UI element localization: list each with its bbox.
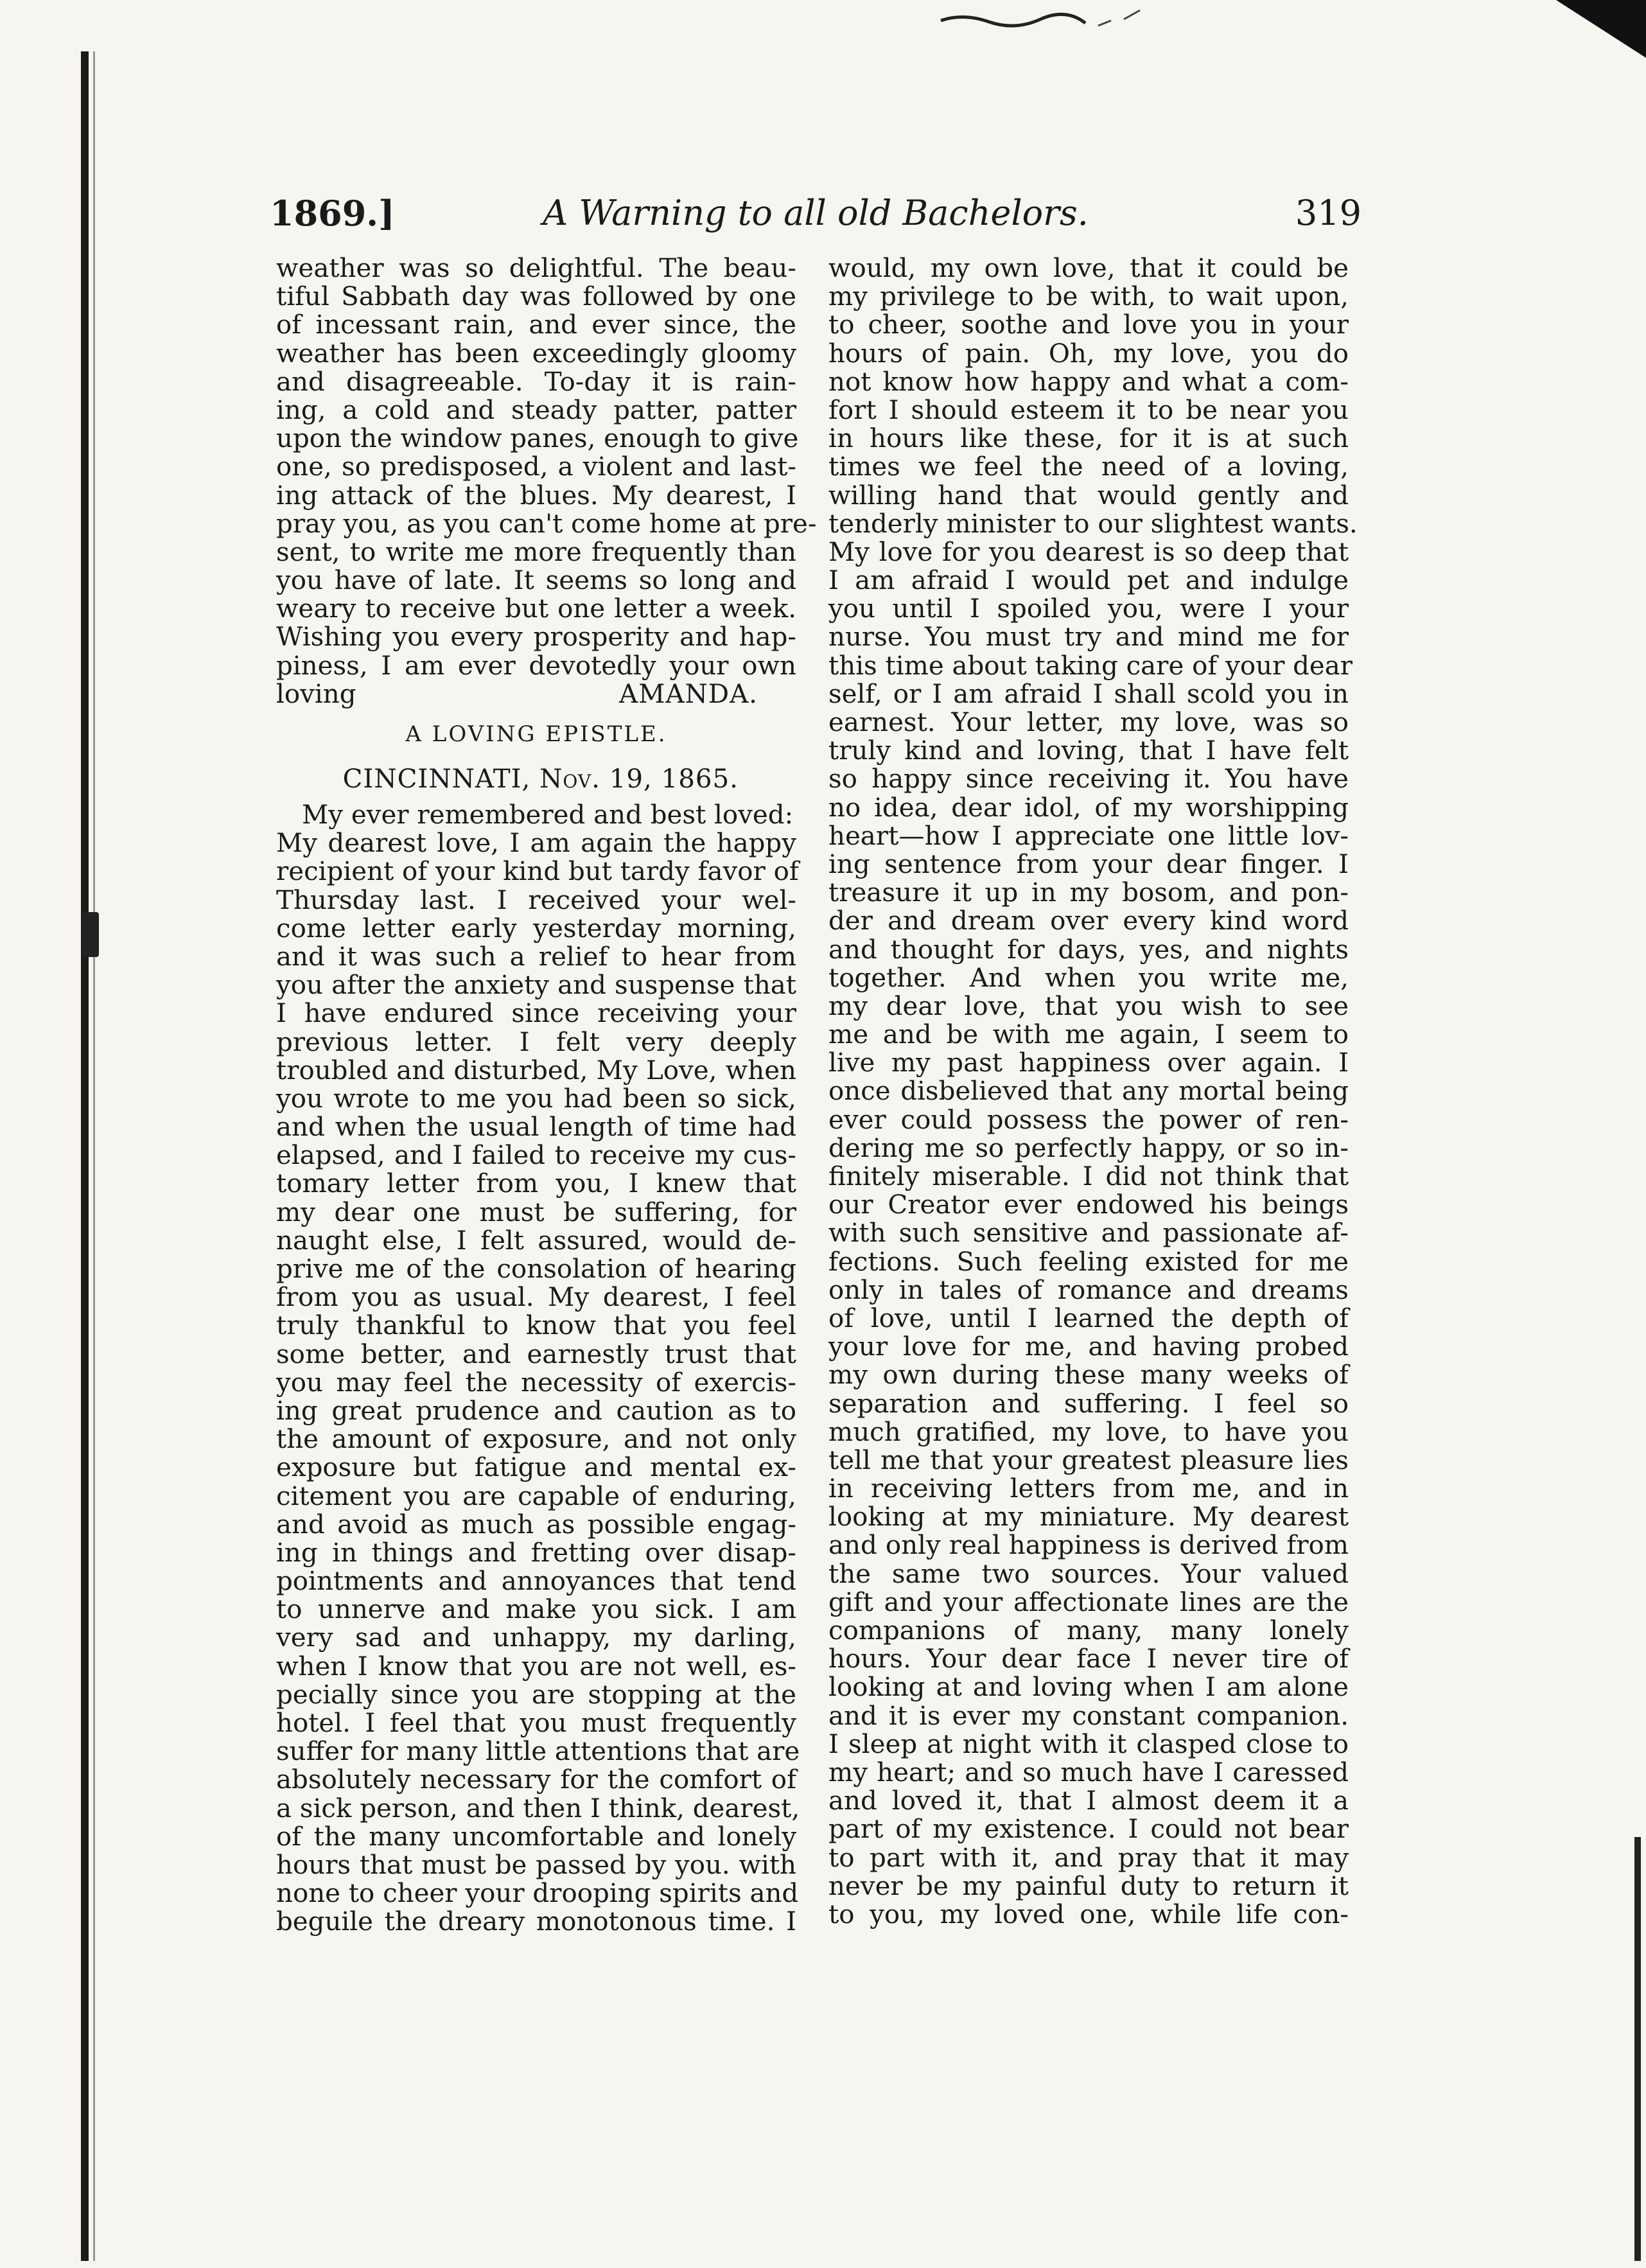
right-column — [828, 253, 1358, 1930]
text-line: only in tales of romance and dreams — [828, 1274, 1349, 1305]
text-line: hours that must be passed by you. with — [276, 1849, 796, 1880]
closing-word: loving — [276, 678, 356, 709]
text-line: fections. Such feeling existed for me — [828, 1246, 1349, 1277]
left-column — [276, 253, 817, 1937]
text-line: looking at my miniature. My dearest — [828, 1502, 1349, 1533]
text-line: I sleep at night with it clasped close to — [828, 1728, 1349, 1759]
salutation: My ever remembered and best loved: — [302, 800, 794, 830]
text-line: previous letter. I felt very deeply — [276, 1026, 796, 1057]
text-line: a sick person, and then I think, dearest, — [276, 1793, 800, 1824]
text-line: so happy since receiving it. You have — [828, 764, 1349, 795]
text-line: with such sensitive and passionate af- — [828, 1218, 1349, 1249]
text-line: of the many uncomfortable and lonely — [276, 1821, 796, 1852]
text-line: My dearest love, I am again the happy — [276, 828, 796, 859]
text-line: suffer for many little attentions that are — [276, 1736, 800, 1767]
scan-binding-clip — [82, 912, 99, 957]
text-line: my own during these many weeks of — [828, 1360, 1349, 1391]
text-line: hours of pain. Oh, my love, you do — [828, 338, 1349, 369]
text-line: weather was so delightful. The beau- — [276, 253, 796, 283]
header-title: A Warning to all old Bachelors. — [543, 193, 1089, 233]
text-line: and thought for days, yes, and nights — [828, 934, 1349, 965]
text-line: much gratified, my love, to have you — [828, 1416, 1349, 1447]
text-line: dering me so perfectly happy, or so in- — [828, 1132, 1349, 1163]
text-line: ing great prudence and caution as to — [276, 1395, 796, 1426]
text-line: truly thankful to know that you feel — [276, 1310, 796, 1341]
text-line: ing attack of the blues. My dearest, I — [276, 480, 796, 511]
text-line: my dear one must be suffering, for — [276, 1197, 796, 1227]
text-line: earnest. Your letter, my love, was so — [828, 707, 1349, 737]
text-line: ing in things and fretting over disap- — [276, 1537, 796, 1568]
text-line: Wishing you every prosperity and hap- — [276, 622, 796, 653]
text-line: exposure but fatigue and mental ex- — [276, 1452, 796, 1483]
text-line: gift and your affectionate lines are the — [828, 1587, 1349, 1617]
text-line: ing, a cold and steady patter, patter — [276, 394, 796, 425]
header-year: 1869.] — [270, 193, 395, 234]
text-line: heart—how I appreciate one little lov- — [828, 820, 1349, 851]
text-line: Thursday last. I received your wel- — [276, 884, 796, 915]
text-line: not know how happy and what a com- — [828, 366, 1349, 397]
text-line: none to cheer your drooping spirits and — [276, 1878, 799, 1909]
text-line: sent, to write me more frequently than — [276, 536, 796, 567]
text-line: upon the window panes, enough to give — [276, 423, 799, 454]
text-line: of incessant rain, and ever since, the — [276, 310, 796, 340]
text-line: tomary letter from you, I knew that — [276, 1168, 796, 1199]
text-line: fort I should esteem it to be near you — [828, 394, 1349, 425]
text-line: der and dream over every kind word — [828, 906, 1349, 936]
text-line: my heart; and so much have I caressed — [828, 1757, 1349, 1788]
text-line: no idea, dear idol, of my worshipping — [828, 792, 1349, 823]
text-line: ever could possess the power of ren- — [828, 1104, 1349, 1135]
text-line: the amount of exposure, and not only — [276, 1424, 796, 1455]
text-line: the same two sources. Your valued — [828, 1558, 1349, 1589]
text-line: nurse. You must try and mind me for — [828, 622, 1349, 653]
text-line: tell me that your greatest pleasure lies — [828, 1445, 1349, 1475]
scan-right-edge — [1634, 1837, 1641, 2261]
text-line: come letter early yesterday morning, — [276, 913, 796, 944]
text-line: our Creator ever endowed his beings — [828, 1190, 1349, 1220]
text-line: tenderly minister to our slightest wants. — [828, 508, 1358, 539]
text-line: and it is ever my constant companion. — [828, 1700, 1349, 1731]
text-line: naught else, I felt assured, would de- — [276, 1225, 796, 1256]
text-line: separation and suffering. I feel so — [828, 1388, 1349, 1419]
scan-corner-shadow — [1556, 0, 1646, 58]
text-line: and loved it, that I almost deem it a — [828, 1786, 1349, 1816]
text-line: some better, and earnestly trust that — [276, 1339, 796, 1369]
text-line: hours. Your dear face I never tire of — [828, 1644, 1349, 1675]
text-line: absolutely necessary for the comfort of — [276, 1764, 796, 1795]
text-line: you until I spoiled you, were I your — [828, 593, 1349, 624]
text-line: and only real happiness is derived from — [828, 1530, 1349, 1561]
text-line: one, so predisposed, a violent and last- — [276, 452, 796, 482]
text-line: my privilege to be with, to wait upon, — [828, 281, 1349, 312]
text-line: to unnerve and make you sick. I am — [276, 1594, 796, 1625]
text-line: my dear love, that you wish to see — [828, 990, 1349, 1021]
text-line: I am afraid I would pet and indulge — [828, 565, 1349, 596]
text-line: and avoid as much as possible engag- — [276, 1509, 796, 1540]
text-line: you wrote to me you had been so sick, — [276, 1083, 796, 1114]
text-line: live my past happiness over again. I — [828, 1048, 1349, 1078]
text-line: of love, until I learned the depth of — [828, 1303, 1349, 1333]
signature-line — [276, 680, 796, 708]
text-line: companions of many, many lonely — [828, 1615, 1349, 1646]
text-line: hotel. I feel that you must frequently — [276, 1708, 796, 1738]
text-line: elapsed, and I failed to receive my cus- — [276, 1140, 796, 1171]
text-line: to part with it, and pray that it may — [828, 1842, 1349, 1873]
text-line: in hours like these, for it is at such — [828, 423, 1349, 454]
text-line: pecially since you are stopping at the — [276, 1679, 796, 1710]
text-line: tiful Sabbath day was followed by one — [276, 281, 796, 312]
signature: AMANDA. — [619, 678, 758, 709]
text-line: piness, I am ever devotedly your own — [276, 650, 796, 681]
scan-ink-smudge — [938, 6, 1150, 32]
text-line: and it was such a relief to hear from — [276, 941, 796, 972]
scan-binding-edge-inner — [93, 51, 95, 2261]
text-line: from you as usual. My dearest, I feel — [276, 1282, 796, 1313]
text-line: in receiving letters from me, and in — [828, 1473, 1349, 1504]
text-line: this time about taking care of your dear — [828, 650, 1353, 681]
text-line: troubled and disturbed, My Love, when — [276, 1055, 796, 1086]
page-number: 319 — [1295, 193, 1361, 233]
text-line: your love for me, and having probed — [828, 1332, 1349, 1362]
text-line: you have of late. It seems so long and — [276, 565, 796, 596]
text-line: weather has been exceedingly gloomy — [276, 338, 796, 369]
text-line: pray you, as you can't come home at pre- — [276, 508, 817, 539]
text-line: very sad and unhappy, my darling, — [276, 1622, 796, 1653]
text-line: pointments and annoyances that tend — [276, 1566, 796, 1597]
text-line: to you, my loved one, while life con- — [828, 1899, 1349, 1930]
text-line: self, or I am afraid I shall scold you in — [828, 678, 1349, 709]
text-line: My love for you dearest is so deep that — [828, 536, 1349, 567]
text-line: me and be with me again, I seem to — [828, 1019, 1349, 1050]
text-line: I have endured since receiving your — [276, 998, 796, 1029]
text-line: willing hand that would gently and — [828, 480, 1349, 511]
text-line: weary to receive but one letter a week. — [276, 593, 796, 624]
running-header — [270, 193, 1361, 244]
text-line: prive me of the consolation of hearing — [276, 1254, 796, 1284]
text-line: together. And when you write me, — [828, 962, 1349, 993]
scan-binding-edge — [81, 51, 89, 2261]
text-line: finitely miserable. I did not think that — [828, 1161, 1349, 1191]
text-line: once disbelieved that any mortal being — [828, 1076, 1349, 1107]
text-line: truly kind and loving, that I have felt — [828, 735, 1349, 766]
text-line: when I know that you are not well, es- — [276, 1651, 796, 1682]
text-line: you after the anxiety and suspense that — [276, 970, 796, 1001]
text-line: would, my own love, that it could be — [828, 253, 1349, 283]
text-line: ing sentence from your dear finger. I — [828, 848, 1349, 879]
dateline: CINCINNATI, Nov. 19, 1865. — [342, 764, 739, 794]
text-line: recipient of your kind but tardy favor of — [276, 856, 799, 887]
text-line: treasure it up in my bosom, and pon- — [828, 877, 1349, 908]
text-line: never be my painful duty to return it — [828, 1870, 1349, 1901]
text-line: to cheer, soothe and love you in your — [828, 310, 1349, 340]
text-line: looking at and loving when I am alone — [828, 1672, 1349, 1703]
text-line: citement you are capable of enduring, — [276, 1481, 796, 1511]
text-line: part of my existence. I could not bear — [828, 1814, 1349, 1845]
text-line: you may feel the necessity of exercis- — [276, 1367, 796, 1398]
text-line: and when the usual length of time had — [276, 1112, 796, 1143]
text-line: and disagreeable. To-day it is rain- — [276, 366, 796, 397]
section-heading: A LOVING EPISTLE. — [405, 721, 667, 747]
text-line: times we feel the need of a loving, — [828, 452, 1349, 482]
text-line: beguile the dreary monotonous time. I — [276, 1906, 796, 1937]
